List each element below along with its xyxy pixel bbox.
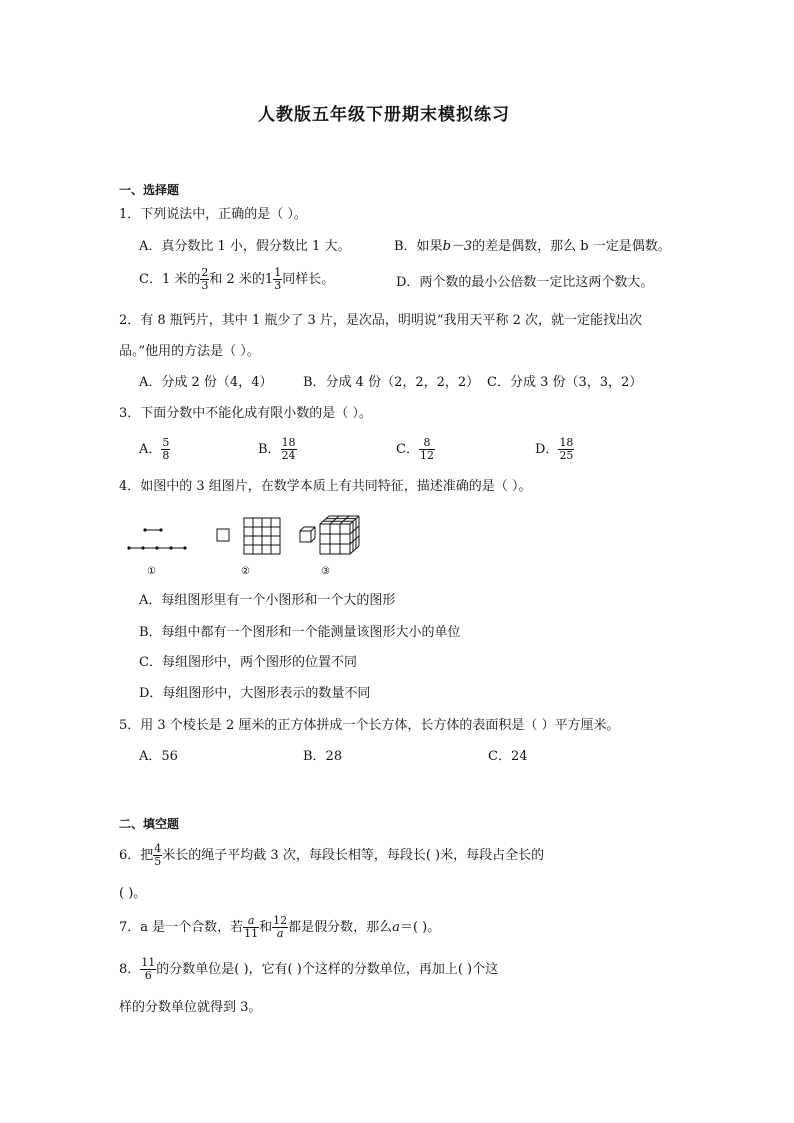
numerator: 18 (281, 436, 296, 450)
q1-option-c-pre: C．1 米的 (139, 272, 201, 287)
figure-3-cubes (296, 512, 364, 558)
q4-stem: 4．如图中的 3 组图片，在数学本质上有共同特征，描述准确的是（ ）。 (119, 479, 532, 494)
q2-line-1: 2．有 8 瓶钙片，其中 1 瓶少了 3 片，是次品，明明说“我用天平称 2 次，就一定能找出次 (119, 313, 643, 328)
numerator: 8 (423, 436, 431, 450)
q1-option-c-whole: 1 (264, 272, 274, 287)
q3-option-b (258, 434, 297, 466)
denominator: 5 (154, 855, 162, 868)
denominator: 24 (281, 449, 296, 462)
q7-variable: a (392, 920, 400, 935)
q6-fraction (153, 843, 162, 867)
figure-1-label: ① (147, 566, 156, 577)
q3-option-c (396, 434, 435, 466)
option-label: B． (258, 442, 281, 457)
figure-2-label: ② (241, 566, 250, 577)
q7-fraction-1 (243, 915, 259, 939)
q5-option-c: C．24 (488, 749, 528, 764)
q1-stem: 1．下列说法中，正确的是（ ）。 (119, 207, 307, 222)
numerator: 5 (162, 436, 170, 450)
numerator: a (247, 914, 255, 928)
q1-option-c-post: 同样长。 (282, 272, 335, 287)
q8-fraction (140, 957, 156, 981)
denominator: 11 (244, 927, 259, 940)
q3-option-a-fraction (161, 437, 170, 461)
q1-option-a: A．真分数比 1 小，假分数比 1 大。 (139, 239, 351, 254)
q8-pre: 8． (119, 962, 141, 977)
numerator: 1 (274, 266, 282, 280)
q1-option-c-fraction-2 (273, 267, 282, 291)
option-label: D． (535, 442, 559, 457)
q1-option-c-mid: 和 2 米的 (209, 272, 265, 287)
denominator: 3 (201, 279, 209, 292)
figure-2-squares (212, 514, 286, 556)
q3-option-a (139, 434, 170, 466)
option-label: C． (396, 442, 419, 457)
q3-option-d-fraction (558, 437, 574, 461)
q3-option-c-fraction (419, 437, 435, 461)
q4-option-b: B．每组中都有一个图形和一个能测量该图形大小的单位 (139, 625, 461, 640)
q3-option-d (535, 434, 574, 466)
option-label: A． (139, 442, 162, 457)
q7-pre: 7．a 是一个合数，若 (119, 920, 244, 935)
numerator: 18 (559, 436, 574, 450)
q1-option-b-pre: B．如果 (394, 239, 443, 254)
q8-post: 的分数单位是( )，它有( )个这样的分数单位，再加上( )个这 (156, 962, 499, 977)
q7-line (119, 913, 440, 943)
q2-option-a: A．分成 2 份（4，4） (139, 375, 273, 390)
q8-line-2: 样的分数单位就得到 3。 (119, 1000, 262, 1015)
q3-option-b-fraction (281, 437, 297, 461)
numerator: 11 (141, 956, 156, 970)
denominator: 12 (419, 449, 434, 462)
numerator: 4 (154, 842, 162, 856)
q1-option-c-fraction-1 (200, 267, 209, 291)
section-fill-heading: 二、填空题 (119, 817, 180, 831)
q5-option-b: B．28 (303, 749, 343, 764)
q4-option-d: D．每组图形中，大图形表示的数量不同 (139, 686, 371, 701)
q7-post-pre: 都是假分数，那么 (288, 920, 393, 935)
section-choice-heading: 一、选择题 (119, 183, 180, 197)
figure-3-label: ③ (321, 566, 330, 577)
q7-fraction-2 (272, 915, 288, 939)
denominator: 3 (274, 279, 282, 292)
page-title: 人教版五年级下册期末模拟练习 (258, 105, 510, 125)
q7-mid: 和 (259, 920, 273, 935)
q2-line-2: 品。”他用的方法是（ ）。 (119, 344, 260, 359)
q2-option-b: B．分成 4 份（2，2，2，2） (303, 375, 480, 390)
q1-option-b-post: 的差是偶数，那么 b 一定是偶数。 (472, 239, 671, 254)
numerator: 12 (273, 914, 288, 928)
q1-option-b (394, 240, 671, 253)
q7-post: ＝( )。 (399, 920, 441, 935)
denominator: a (272, 927, 288, 940)
q1-option-b-expr: b－3 (442, 239, 473, 254)
q8-line-1 (119, 955, 498, 985)
q3-stem: 3．下面分数中不能化成有限小数的是（ ）。 (119, 406, 372, 421)
q2-option-c: C．分成 3 份（3，3，2） (487, 375, 643, 390)
q1-option-d: D．两个数的最小公倍数一定比这两个数大。 (396, 275, 654, 290)
figure-1-line-segments (124, 524, 190, 554)
q4-option-c: C．每组图形中，两个图形的位置不同 (139, 655, 357, 670)
denominator: 6 (140, 969, 156, 982)
numerator: 2 (201, 266, 209, 280)
q6-post: 米长的绳子平均截 3 次，每段长相等，每段长( )米，每段占全长的 (162, 848, 545, 863)
denominator: 25 (559, 449, 574, 462)
denominator: 8 (162, 449, 170, 462)
q1-option-c (139, 267, 334, 293)
q6-line-1 (119, 842, 544, 870)
q6-pre: 6．把 (119, 848, 154, 863)
q5-stem: 5．用 3 个棱长是 2 厘米的正方体拼成一个长方体，长方体的表面积是（ ）平方厘米。 (119, 718, 620, 733)
q4-option-a: A．每组图形里有一个小图形和一个大的图形 (139, 593, 396, 608)
q6-line-2: ( )。 (119, 886, 147, 901)
q5-option-a: A．56 (139, 749, 178, 764)
